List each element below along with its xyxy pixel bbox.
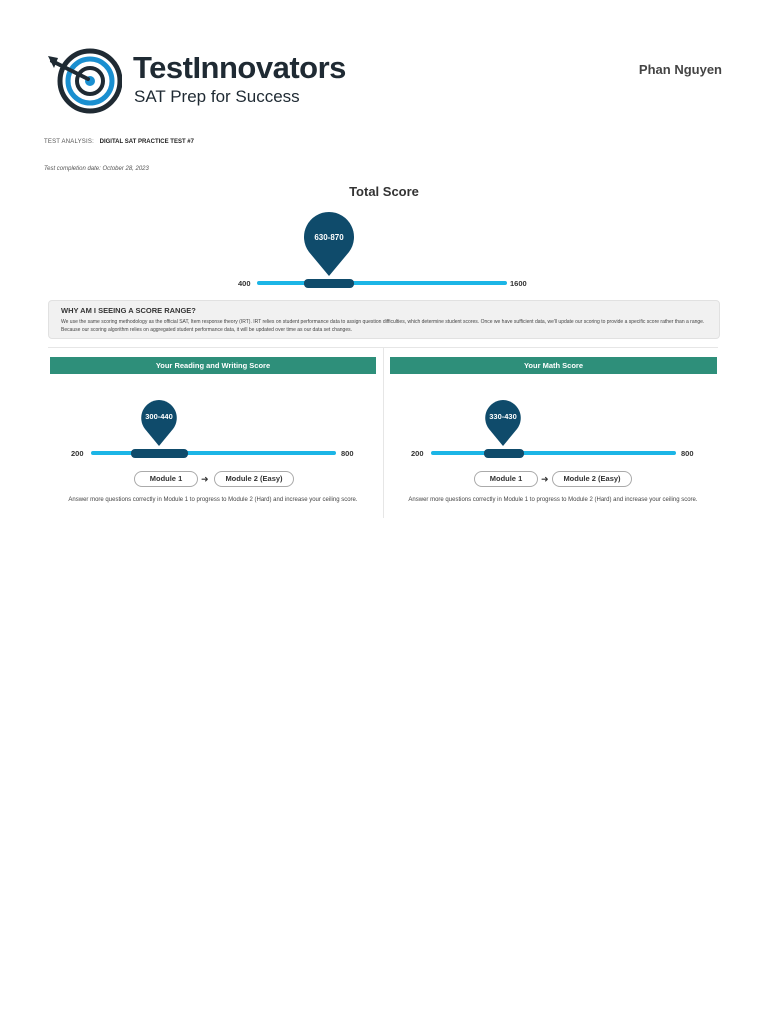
reading-writing-header: Your Reading and Writing Score	[50, 357, 376, 374]
test-analysis-label: TEST ANALYSIS:	[44, 139, 94, 145]
math-module-1: Module 1	[474, 471, 538, 487]
math-score-handle	[484, 449, 524, 458]
test-analysis-line	[44, 139, 194, 145]
math-score-max: 800	[681, 449, 694, 458]
math-score-min: 200	[411, 449, 424, 458]
info-title: WHY AM I SEEING A SCORE RANGE?	[61, 306, 196, 315]
math-score-track	[431, 451, 676, 455]
math-header: Your Math Score	[390, 357, 717, 374]
total-score-handle	[304, 279, 354, 288]
column-divider	[383, 348, 384, 518]
reading-score-max: 800	[341, 449, 354, 458]
total-score-max: 1600	[510, 279, 527, 288]
reading-module-note: Answer more questions correctly in Module 1 to progress to Module 2 (Hard) and increase your ceiling score.	[68, 497, 358, 503]
total-score-title: Total Score	[349, 184, 419, 199]
reading-score-pin	[140, 399, 178, 447]
arrow-right-icon: ➜	[201, 474, 209, 484]
math-module-note: Answer more questions correctly in Module 1 to progress to Module 2 (Hard) and increase your ceiling score.	[408, 497, 698, 503]
brand-name: TestInnovators	[133, 50, 346, 85]
math-score-range: 330-430	[489, 412, 517, 421]
total-score-range: 630-870	[314, 233, 344, 242]
math-module-2: Module 2 (Easy)	[552, 471, 632, 487]
reading-module-2: Module 2 (Easy)	[214, 471, 294, 487]
arrow-right-icon: ➜	[541, 474, 549, 484]
total-score-min: 400	[238, 279, 251, 288]
completion-date: Test completion date: October 28, 2023	[44, 166, 149, 172]
total-score-track	[257, 281, 507, 285]
score-range-info-box	[48, 300, 720, 339]
target-arrow-icon	[46, 44, 122, 116]
reading-score-range: 300-440	[145, 412, 173, 421]
brand-tagline: SAT Prep for Success	[134, 87, 300, 106]
user-name: Phan Nguyen	[638, 62, 722, 77]
reading-module-1: Module 1	[134, 471, 198, 487]
math-score-pin	[484, 399, 522, 447]
reading-score-min: 200	[71, 449, 84, 458]
test-name: DIGITAL SAT PRACTICE TEST #7	[99, 139, 194, 145]
total-score-pin	[303, 211, 355, 277]
info-text: We use the same scoring methodology as the official SAT, Item response theory (IRT). IRT relies on student performance data to assign question difficulties, which determine student scores. Once we have sufficient data, we'll update our scoring to provide a specific score rather than a range. Because our scoring algorithm relies on aggregated student performance data, it will be updated over time as our data set changes.	[61, 319, 705, 333]
reading-score-track	[91, 451, 336, 455]
reading-score-handle	[131, 449, 188, 458]
